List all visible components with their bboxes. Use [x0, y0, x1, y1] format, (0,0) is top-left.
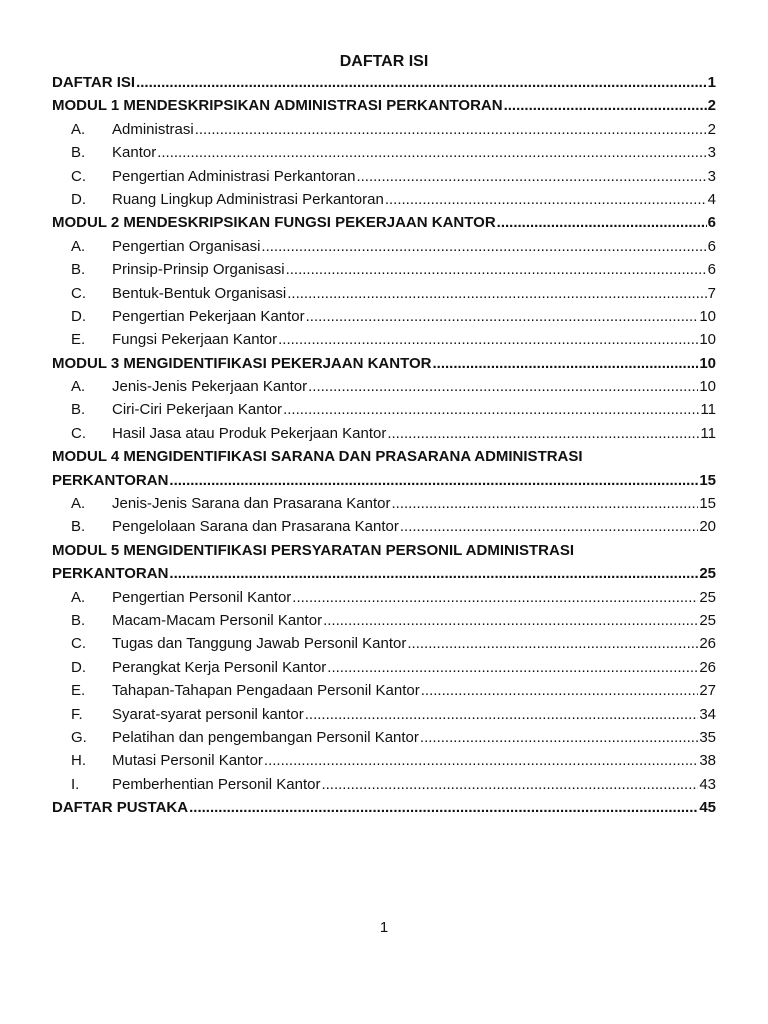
toc-subsection-entry[interactable]	[52, 609, 716, 632]
toc-entry-title: MODUL 3 MENGIDENTIFIKASI PEKERJAAN KANTOR	[52, 354, 432, 372]
toc-entry-title: Pengertian Pekerjaan Kantor	[112, 307, 305, 325]
dot-leader	[157, 141, 706, 164]
toc-page-number: 10	[699, 331, 716, 349]
toc-entry-title: Ruang Lingkup Administrasi Perkantoran	[112, 190, 384, 208]
toc-entry-title: Hasil Jasa atau Produk Pekerjaan Kantor	[112, 424, 387, 442]
toc-entry-title: Pemberhentian Personil Kantor	[112, 775, 321, 793]
toc-entry-letter: C.	[71, 284, 86, 302]
toc-page-number: 38	[699, 752, 716, 770]
toc-entry-title: Fungsi Pekerjaan Kantor	[112, 331, 278, 349]
toc-subsection-entry[interactable]	[52, 632, 716, 655]
dot-leader	[305, 703, 699, 726]
toc-entry-letter: D.	[71, 307, 86, 325]
toc-module-entry[interactable]	[52, 211, 716, 234]
toc-entry-title: Tahapan-Tahapan Pengadaan Personil Kantor	[112, 682, 420, 700]
toc-entry-title: Pengertian Organisasi	[112, 237, 261, 255]
dot-leader	[261, 235, 706, 258]
toc-entry-title: MODUL 1 MENDESKRIPSIKAN ADMINISTRASI PERKANTORAN	[52, 97, 503, 115]
toc-entry-title: Prinsip-Prinsip Organisasi	[112, 261, 285, 279]
toc-page-number: 6	[707, 261, 716, 279]
toc-entry-title: Bentuk-Bentuk Organisasi	[112, 284, 287, 302]
toc-page-number: 45	[699, 799, 716, 817]
toc-page-number: 11	[700, 424, 716, 442]
toc-subsection-entry[interactable]	[52, 305, 716, 328]
toc-entry-title: Jenis-Jenis Sarana dan Prasarana Kantor	[112, 495, 391, 513]
toc-subsection-entry[interactable]	[52, 165, 716, 188]
toc-entry-title: Mutasi Personil Kantor	[112, 752, 263, 770]
dot-leader	[321, 773, 698, 796]
toc-entry-letter: A.	[71, 120, 86, 138]
toc-entry-letter: F.	[71, 705, 83, 723]
toc-entry-letter: A.	[71, 237, 86, 255]
toc-entry-title: Perangkat Kerja Personil Kantor	[112, 658, 327, 676]
dot-leader	[169, 562, 698, 585]
toc-entry-title: DAFTAR ISI	[52, 74, 136, 91]
toc-entry-title: PERKANTORAN	[52, 565, 169, 583]
toc-entry-letter: C.	[71, 424, 86, 442]
toc-entry-letter: A.	[71, 378, 86, 396]
toc-page-number: 35	[699, 728, 716, 746]
toc-entry-title: PERKANTORAN	[52, 471, 169, 489]
toc-page-number: 3	[707, 167, 716, 185]
toc-entry-letter: C.	[71, 167, 86, 185]
toc-subsection-entry[interactable]	[52, 422, 716, 445]
dot-leader	[497, 211, 707, 234]
toc-entry-title: MODUL 2 MENDESKRIPSIKAN FUNGSI PEKERJAAN KANTOR	[52, 214, 496, 232]
dot-leader	[504, 94, 707, 117]
toc-page-number: 1	[707, 74, 716, 91]
toc-entry-title: Jenis-Jenis Pekerjaan Kantor	[112, 378, 308, 396]
toc-module-entry[interactable]	[52, 94, 716, 117]
dot-leader	[286, 258, 707, 281]
dot-leader	[400, 515, 698, 538]
dot-leader	[264, 749, 698, 772]
dot-leader	[306, 305, 699, 328]
toc-entry-letter: C.	[71, 635, 86, 653]
toc-subsection-entry[interactable]	[52, 282, 716, 305]
dot-leader	[136, 71, 707, 94]
toc-subsection-entry[interactable]	[52, 679, 716, 702]
toc-subsection-entry[interactable]	[52, 328, 716, 351]
dot-leader	[169, 469, 698, 492]
dot-leader	[385, 188, 707, 211]
toc-subsection-entry[interactable]	[52, 188, 716, 211]
toc-page-number: 25	[699, 565, 716, 583]
toc-entry-letter: A.	[71, 588, 86, 606]
toc-entry-letter: A.	[71, 495, 86, 513]
toc-subsection-entry[interactable]	[52, 586, 716, 609]
toc-page-number: 20	[699, 518, 716, 536]
toc-page-number: 4	[707, 190, 716, 208]
toc-entry-title: Ciri-Ciri Pekerjaan Kantor	[112, 401, 283, 419]
toc-page-number: 3	[707, 144, 716, 162]
dot-leader	[195, 118, 707, 141]
toc-page-number: 15	[699, 495, 716, 513]
dot-leader	[327, 656, 698, 679]
dot-leader	[387, 422, 699, 445]
toc-page-number: 11	[700, 401, 716, 419]
toc-page-number: 7	[707, 284, 716, 302]
dot-leader	[392, 492, 699, 515]
toc-entry-letter: E.	[71, 682, 86, 700]
toc-entry-title: Pelatihan dan pengembangan Personil Kantor	[112, 728, 419, 746]
toc-page-number: 26	[699, 658, 716, 676]
toc-page-number: 2	[707, 97, 716, 115]
toc-subsection-entry[interactable]	[52, 773, 716, 796]
toc-entry-letter: B.	[71, 144, 86, 162]
toc-entry-title: Kantor	[112, 144, 157, 162]
page-title: DAFTAR ISI	[339, 53, 429, 70]
toc-entry-letter: D.	[71, 658, 86, 676]
toc-entry-letter: B.	[71, 611, 86, 629]
toc-entry-title: Macam-Macam Personil Kantor	[112, 611, 323, 629]
dot-leader	[432, 352, 698, 375]
toc-entry-title: Pengertian Personil Kantor	[112, 588, 292, 606]
toc-entry-title: Pengertian Administrasi Perkantoran	[112, 167, 356, 185]
toc-entry-letter: D.	[71, 190, 86, 208]
toc-page-number: 10	[699, 378, 716, 396]
toc-entry-title: Pengelolaan Sarana dan Prasarana Kantor	[112, 518, 399, 536]
toc-subsection-entry[interactable]	[52, 398, 716, 421]
toc-subsection-entry[interactable]	[52, 703, 716, 726]
page-number-footer: 1	[379, 919, 389, 936]
toc-module-entry[interactable]	[52, 469, 716, 492]
toc-subsection-entry[interactable]	[52, 515, 716, 538]
toc-page-number: 25	[699, 611, 716, 629]
dot-leader	[323, 609, 698, 632]
toc-subsection-entry[interactable]	[52, 749, 716, 772]
toc-page-number: 43	[699, 775, 716, 793]
toc-page-number: 10	[699, 354, 716, 372]
toc-page-number: 27	[699, 682, 716, 700]
toc-subsection-entry[interactable]	[52, 656, 716, 679]
dot-leader	[287, 282, 706, 305]
toc-module-entry[interactable]	[52, 562, 716, 585]
toc-module-entry[interactable]	[52, 796, 716, 819]
toc-entry-letter: B.	[71, 261, 86, 279]
dot-leader	[308, 375, 698, 398]
toc-entry-title: DAFTAR PUSTAKA	[52, 799, 189, 817]
toc-page-number: 6	[707, 214, 716, 232]
toc-entry-letter: G.	[71, 728, 87, 746]
dot-leader	[356, 165, 706, 188]
dot-leader	[407, 632, 698, 655]
toc-page-number: 34	[699, 705, 716, 723]
toc-module-entry[interactable]	[52, 352, 716, 375]
toc-module-heading-line: MODUL 4 MENGIDENTIFIKASI SARANA DAN PRASARANA ADMINISTRASI	[52, 448, 583, 466]
toc-subsection-entry[interactable]	[52, 141, 716, 164]
toc-entry-title: Syarat-syarat personil kantor	[112, 705, 304, 723]
toc-entry-letter: B.	[71, 401, 86, 419]
dot-leader	[283, 398, 699, 421]
toc-entry-letter: I.	[71, 775, 80, 793]
toc-page-number: 2	[707, 120, 716, 138]
toc-page-number: 6	[707, 237, 716, 255]
toc-module-entry[interactable]	[52, 71, 716, 94]
toc-entry-letter: E.	[71, 331, 86, 349]
dot-leader	[292, 586, 698, 609]
toc-subsection-entry[interactable]	[52, 258, 716, 281]
dot-leader	[189, 796, 698, 819]
toc-page-number: 25	[699, 588, 716, 606]
toc-page-number: 15	[699, 471, 716, 489]
toc-module-heading-line: MODUL 5 MENGIDENTIFIKASI PERSYARATAN PERSONIL ADMINISTRASI	[52, 541, 574, 559]
toc-subsection-entry[interactable]	[52, 118, 716, 141]
toc-entry-title: Tugas dan Tanggung Jawab Personil Kantor	[112, 635, 407, 653]
dot-leader	[421, 679, 699, 702]
dot-leader	[278, 328, 698, 351]
toc-subsection-entry[interactable]	[52, 726, 716, 749]
toc-entry-title: Administrasi	[112, 120, 194, 138]
toc-entry-letter: H.	[71, 752, 86, 770]
toc-page-number: 10	[699, 307, 716, 325]
toc-subsection-entry[interactable]	[52, 492, 716, 515]
toc-subsection-entry[interactable]	[52, 375, 716, 398]
toc-subsection-entry[interactable]	[52, 235, 716, 258]
dot-leader	[420, 726, 698, 749]
toc-entry-letter: B.	[71, 518, 86, 536]
toc-page-number: 26	[699, 635, 716, 653]
table-of-contents	[52, 71, 716, 820]
